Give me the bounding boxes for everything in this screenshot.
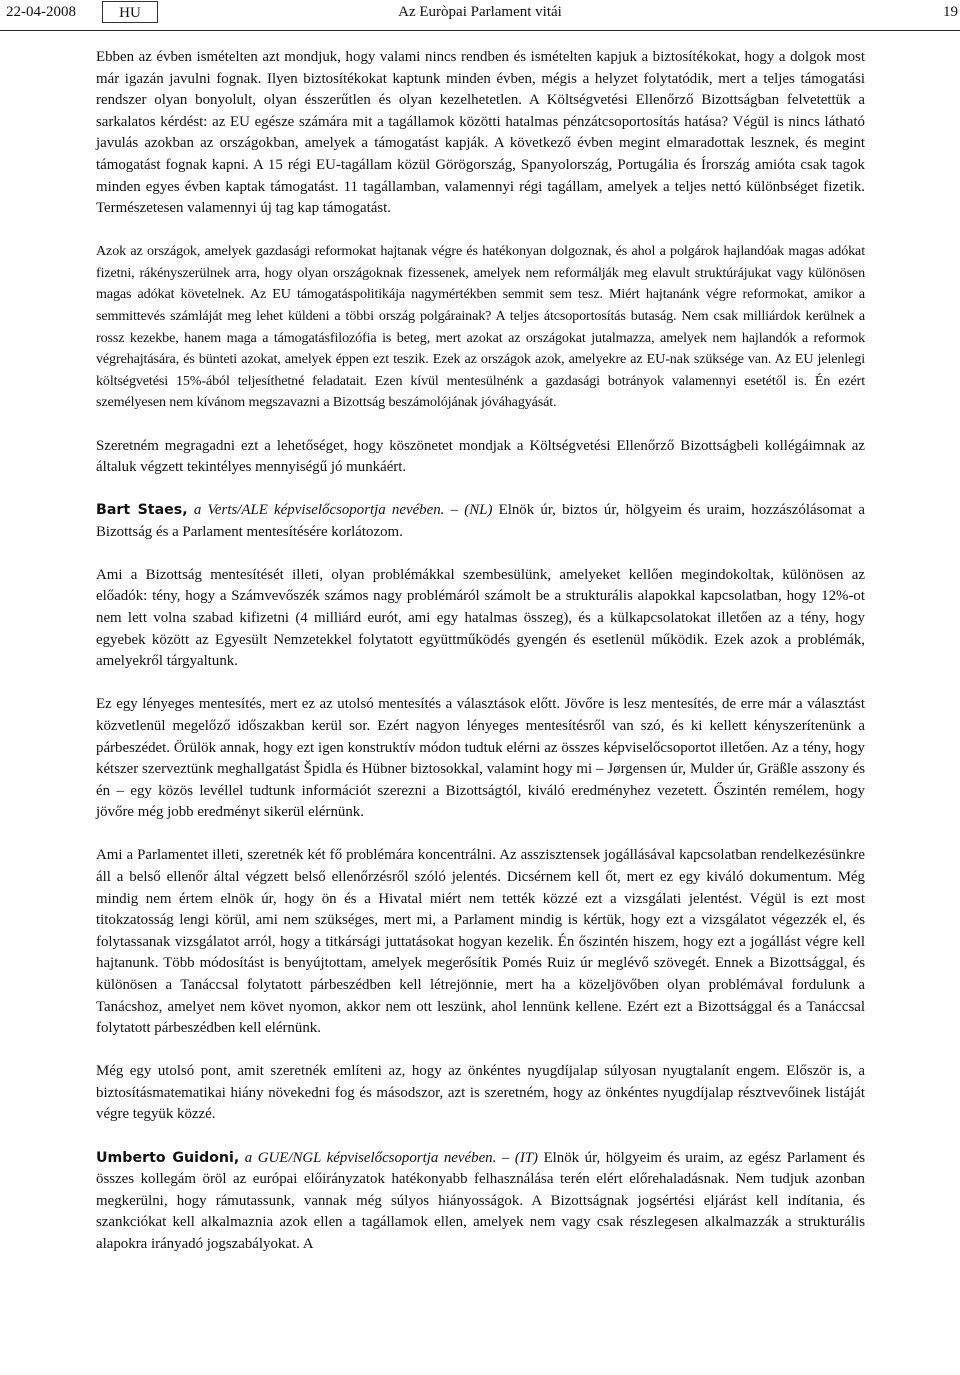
paragraph-text: Ami a Parlamentet illeti, szeretnék két fő problémára koncentrálni. Az asszisztensek jogállásával kapcsolatban rendelkezésünkre áll a belső ellenőr által végzett belső ellenőrzésről szóló jelentés. Dicsérnem kell őt, mert ez egy kiváló dokumentum. Még mindig nem értem elnök úr, hogy ön és a Hivatal miért nem tették közzé ezt a vizsgálati jelentést. Végül is ezt most titokzatosság lengi körül, ami nem szükséges, mert mi, a Parlament mindig is kértük, hogy ezt a vizsgálatot végezzék el, és folytassanak vizsgálatot arról, hogy a titkársági juttatásokat hogyan kezelik. Én őszintén hiszem, hogy ezt a jogállást végre kell hajtanunk. Több módosítást is benyújtottam, amelyek megerősítik Pomés Ruiz úr meglévő szövegét. Ennek a Bizottsággal, és különösen a Tanáccsal folytatott párbeszédben kell létrejönnie, mert ha a közeljövőben olyan problémával fordulunk a Tanácshoz, amelyet nem követ nyomon, akkor nem ott leszünk, ahol lennünk kellene. Ezért ezt a Bizottsággal és a Tanáccsal folytatott párbeszédben kell elérnünk. bbox=[96, 847, 865, 1037]
header-date: 22-04-2008 bbox=[6, 4, 76, 20]
speaker-language: (IT) bbox=[514, 1149, 539, 1166]
paragraph-text: Ez egy lényeges mentesítés, mert ez az utolsó mentesítés a választások előtt. Jövőre is lesz mentesítés, de erre már a választást közvetlenül megelőző időszakban kerül sor. Ezért nagyon lényeges mentesítésről van szó, és ki kellett kényszerítenünk a párbeszédet. Örülök annak, hogy ezt igen konstruktív módon tudtuk elérni az összes képviselőcsoportot illetően. Az a tény, hogy kétszer szerveztünk meghallgatást Špidla és Hübner biztosokkal, valamint hogy mi – Jørgensen úr, Mulder úr, Gräßle asszony és én – egy közös levéllel tudtunk információt szerezni a Bizottságtól, kiváló eredményhez vezetett. Őszintén remélem, hogy jövőre még jobb eredményt sikerül elérnünk. bbox=[96, 696, 865, 821]
paragraph-text: Elnök úr, hölgyeim és uraim, az egész Parlament és összes kollegám öröl az európai előirányzatok hatékonyabb felhasználása terén elért előrehaladásnak. Nem tudjuk azonban megkerülni, hogy rámutassunk, vannak még súlyos hiányosságok. A Bizottságnak jogsértési eljárást kell indítania, és szankciókat kell alkalmaznia azok ellen a tagállamok ellen, amelyek nem vagy csak részlegesen alkalmazzák a strukturális alapokra irányadó jogszabályokat. A bbox=[96, 1149, 865, 1252]
paragraph bbox=[96, 436, 865, 479]
speaker-affiliation: a GUE/NGL képviselőcsoportja nevében. bbox=[244, 1149, 497, 1166]
paragraph bbox=[96, 1061, 865, 1126]
speaker-separator: – bbox=[501, 1149, 510, 1166]
paragraph-text: Szeretném megragadni ezt a lehetőséget, hogy köszönetet mondjak a Költségvetési Ellenőrző Bizottságbeli kollégáimnak az általuk végzett tekintélyes mennyiségű jó munkáért. bbox=[96, 437, 865, 476]
paragraph-text: Azok az országok, amelyek gazdasági reformokat hajtanak végre és hatékonyan dolgoznak, és ahol a polgárok hajlandóak magas adókat fizetni, rákényszerülnek arra, hogy olyan országoknak fizessenek, amelyek nem reformálják meg elavult struktúrájukat vagy különösen magas adókat követelnek. Az EU támogatáspolitikája nagymértékben semmit sem tesz. Miért hajtanánk végre reformokat, amikor a semmittevés számláját meg lehet küldeni a többi ország polgárainak? A teljes átcsoportosítás butaság. Nem csak milliárdok kerülnek a rossz kezekbe, hanem maga a támogatásfilozófia is beteg, mert azokat az országokat jutalmazza, amelyek nem hajlandók a reformok végrehajtására, és bünteti azokat, amelyek éppen ezt teszik. Ezek az országok azok, amelyekre az EU-nak szüksége van. Az EU jelenlegi költségvetési 15%-ából teljesíthetné feladatait. Ezen kívül mentesülnénk a gazdasági botrányok valamennyi esetétől is. Én ezért személyesen nem kívánom megszavazni a Bizottság beszámolójának jóváhagyását. bbox=[96, 243, 865, 411]
paragraph-text: Ami a Bizottság mentesítését illeti, olyan problémákkal szembesülünk, amelyeket kellően megindokoltak, különösen az előadók: tény, hogy a Számvevőszék számos nagy problémáról számolt be a strukturális alapokkal kapcsolatban, hogy 12%-ot nem lett volna szabad kifizetni (4 milliárd eurót, ami egy hatalmas összeg), és a külkapcsolatokat illetően az a tény, hogy egyebek között az Egyesült Nemzetekkel folytatott együttműködés gyengén és esetlenül működik. Ezek azok a problémák, amelyekről tárgyaltunk. bbox=[96, 566, 865, 670]
speaker-paragraph bbox=[96, 500, 865, 543]
paragraph bbox=[96, 47, 865, 220]
paragraph bbox=[96, 565, 865, 673]
paragraph-text: Ebben az évben ismételten azt mondjuk, hogy valami nincs rendben és ismételten kapjuk a biztosítékokat, hogy a dolgok most már igazán javulni fognak. Ilyen biztosítékokat kaptunk minden évben, mégis a helyzet folytatódik, mert a teljes támogatási rendszer olyan bonyolult, olyan ésszerűtlen és olyan kezelhetetlen. A Költségvetési Ellenőrző Bizottságban felvetettük a sarkalatos kérdést: az EU egésze számára mit a tagállamok közötti hatalmas pénzátcsoportosítás hatása? Végül is nincs látható javulás azokban az országokban, amelyek a támogatást kapják. A következő évben megint elmaradottak lesznek, és megint támogatást fognak kapni. A 15 régi EU-tagállam közül Görögország, Spanyolország, Portugália és Írország amióta csak tagok minden egyes évben kaptak támogatást. 11 tagállamban, valamennyi régi tagállam, amelyek a teljes nettó különbséget fizetik. Természetesen valamennyi új tag kap támogatást. bbox=[96, 49, 865, 217]
header-title: Az Euròpai Parlament vitái bbox=[398, 4, 562, 20]
paragraph-text: Még egy utolsó pont, amit szeretnék említeni az, hogy az önkéntes nyugdíjalap súlyosan nyugtalanít engem. Először is, a biztosításmatematikai hiány növekedni fog és másodszor, azt is szeretném, hogy az önkéntes nyugdíjalap résztvevőinek listáját végre tegyük közzé. bbox=[96, 1063, 865, 1123]
speaker-affiliation: a Verts/ALE képviselőcsoportja nevében. bbox=[193, 502, 445, 519]
paragraph bbox=[96, 241, 865, 414]
page-header bbox=[0, 0, 960, 28]
paragraph bbox=[96, 845, 865, 1039]
header-page-number: 19 bbox=[943, 4, 958, 20]
header-divider bbox=[0, 30, 960, 31]
speaker-language: (NL) bbox=[464, 502, 493, 519]
speaker-name: Bart Staes, bbox=[96, 502, 188, 519]
speaker-name: Umberto Guidoni, bbox=[96, 1149, 240, 1166]
speaker-paragraph bbox=[96, 1148, 865, 1256]
header-language-box: HU bbox=[102, 1, 158, 23]
speaker-separator: – bbox=[450, 502, 459, 519]
document-body bbox=[96, 47, 865, 1277]
paragraph bbox=[96, 694, 865, 824]
paragraph-text: Elnök úr, biztos úr, hölgyeim és uraim, hozzászólásomat a Bizottság és a Parlament mentesítésére korlátozom. bbox=[96, 502, 865, 540]
